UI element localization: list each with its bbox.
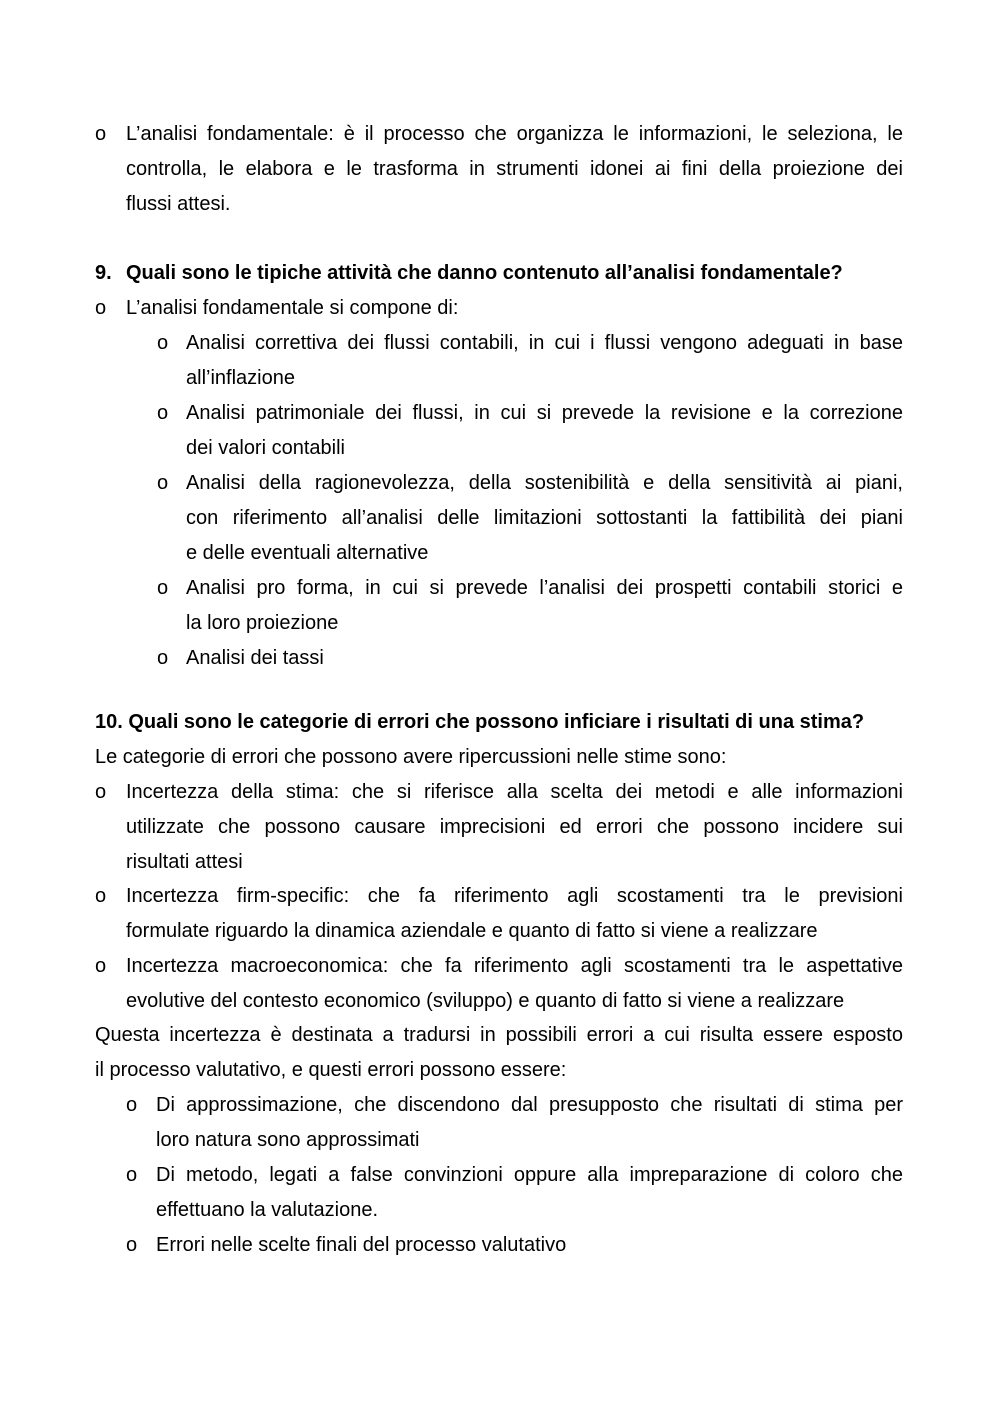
- q9-number: 9.: [95, 262, 112, 284]
- bullet-marker: o: [95, 885, 107, 907]
- q9-item-line: Analisi patrimoniale dei flussi, in cui si prevede la revisione e la correzione: [186, 402, 903, 424]
- q10-error-line: loro natura sono approssimati: [156, 1129, 420, 1151]
- q10-item-line: utilizzate che possono causare imprecisioni ed errori che possono incidere sui: [126, 816, 903, 838]
- bullet-marker: o: [157, 402, 169, 424]
- q9-item-line: Analisi correttiva dei flussi contabili, in cui i flussi vengono adeguati in base: [186, 332, 903, 354]
- q10-item-line: Incertezza della stima: che si riferisce alla scelta dei metodi e alle informazioni: [126, 781, 903, 803]
- bullet-marker: o: [126, 1234, 138, 1256]
- q10-intro: Le categorie di errori che possono avere ripercussioni nelle stime sono:: [95, 746, 727, 768]
- q10-paragraph-line: il processo valutativo, e questi errori possono essere:: [95, 1059, 567, 1081]
- q9-item-line: Analisi pro forma, in cui si prevede l’analisi dei prospetti contabili storici e: [186, 577, 903, 599]
- q10-error-line: effettuano la valutazione.: [156, 1199, 379, 1221]
- q9-item-line: Analisi della ragionevolezza, della sostenibilità e della sensitività ai piani,: [186, 472, 903, 494]
- q10-paragraph-line: Questa incertezza è destinata a tradursi in possibili errori a cui risulta essere esposto: [95, 1024, 903, 1046]
- q9-item-line: e delle eventuali alternative: [186, 542, 429, 564]
- bullet-marker: o: [95, 955, 107, 977]
- bullet-marker: o: [157, 647, 169, 669]
- intro-line: L’analisi fondamentale: è il processo che organizza le informazioni, le seleziona, le: [126, 123, 903, 145]
- q9-item-line: all’inflazione: [186, 367, 295, 389]
- bullet-marker: o: [95, 123, 107, 145]
- q10-error-line: Errori nelle scelte finali del processo valutativo: [156, 1234, 567, 1256]
- q10-error-line: Di metodo, legati a false convinzioni oppure alla impreparazione di coloro che: [156, 1164, 903, 1186]
- q9-item-line: la loro proiezione: [186, 612, 339, 634]
- bullet-marker: o: [157, 332, 169, 354]
- q10-item-line: risultati attesi: [126, 851, 243, 873]
- q9-lead: L’analisi fondamentale si compone di:: [126, 297, 459, 319]
- intro-line: flussi attesi.: [126, 193, 231, 215]
- bullet-marker: o: [95, 297, 107, 319]
- q9-item-line: dei valori contabili: [186, 437, 345, 459]
- bullet-marker: o: [126, 1164, 138, 1186]
- q10-title: 10. Quali sono le categorie di errori che possono inficiare i risultati di una stima?: [95, 711, 865, 733]
- bullet-marker: o: [95, 781, 107, 803]
- q10-error-line: Di approssimazione, che discendono dal presupposto che risultati di stima per: [156, 1094, 903, 1116]
- q9-title: Quali sono le tipiche attività che danno contenuto all’analisi fondamentale?: [126, 262, 843, 284]
- q9-item-line: con riferimento all’analisi delle limitazioni sottostanti la fattibilità dei piani: [186, 507, 903, 529]
- q10-item-line: Incertezza firm-specific: che fa riferimento agli scostamenti tra le previsioni: [126, 885, 903, 907]
- bullet-marker: o: [126, 1094, 138, 1116]
- q10-item-line: Incertezza macroeconomica: che fa riferimento agli scostamenti tra le aspettative: [126, 955, 903, 977]
- q9-item-line: Analisi dei tassi: [186, 647, 324, 669]
- q10-item-line: evolutive del contesto economico (sviluppo) e quanto di fatto si viene a realizzare: [126, 990, 845, 1012]
- intro-line: controlla, le elabora e le trasforma in strumenti idonei ai fini della proiezione dei: [126, 158, 903, 180]
- q10-item-line: formulate riguardo la dinamica aziendale e quanto di fatto si viene a realizzare: [126, 920, 818, 942]
- bullet-marker: o: [157, 577, 169, 599]
- bullet-marker: o: [157, 472, 169, 494]
